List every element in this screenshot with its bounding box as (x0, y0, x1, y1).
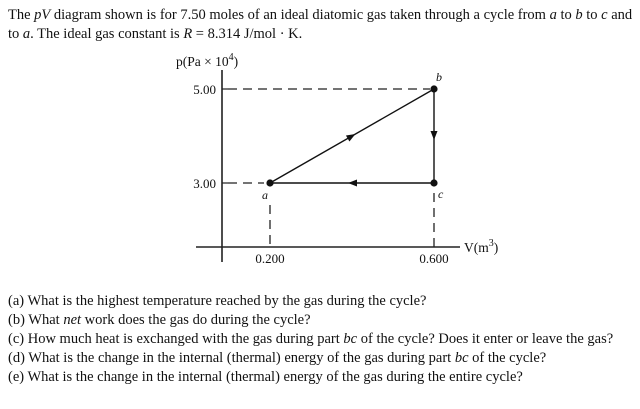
question-label: (b) (8, 312, 29, 328)
point-a (266, 179, 273, 186)
question-c (8, 330, 636, 349)
cycle-path (270, 89, 438, 187)
y-tick-label: 3.00 (193, 176, 216, 191)
question-text: of the cycle? Does it enter or leave the gas? (357, 331, 614, 347)
arrow-bc (431, 131, 438, 140)
point-label-c: c (438, 187, 444, 201)
question-text: bc (343, 331, 358, 347)
question-b (8, 311, 636, 330)
point-label-b: b (436, 70, 442, 84)
dashed-guides (228, 89, 434, 247)
question-text: What is the change in the internal (thermal) energy of the gas during part (28, 350, 455, 366)
x-tick-label: 0.200 (255, 251, 285, 266)
question-text: What (28, 312, 64, 328)
point-c (430, 179, 437, 186)
question-text: What is the highest temperature reached by the gas during the cycle? (27, 293, 427, 309)
question-a (8, 292, 636, 311)
problem-intro: The pV diagram shown is for 7.50 moles of an ideal diatomic gas taken through a cycle from a to b to c and to a. The ideal gas constant is R = 8.314 J/mol · K. (8, 7, 633, 42)
question-label: (c) (8, 331, 28, 347)
arrow-ab (346, 134, 356, 142)
question-text: work does the gas do during the cycle? (81, 312, 311, 328)
question-text: net (63, 312, 82, 328)
axes (196, 70, 460, 262)
y-axis-title: $p(Pa \times 10^4)$ (176, 52, 239, 69)
x-tick-label: 0.600 (419, 251, 449, 266)
point-label-a: a (262, 188, 268, 202)
y-tick-label: 5.00 (193, 82, 216, 97)
x-axis-title: $V(m^3)$ (464, 238, 499, 255)
point-b (430, 85, 437, 92)
question-text: bc (454, 350, 469, 366)
question-list (8, 292, 636, 387)
question-d (8, 349, 636, 368)
question-text: of the cycle? (468, 350, 547, 366)
question-e (8, 368, 636, 387)
question-label: (d) (8, 350, 29, 366)
question-text: What is the change in the internal (thermal) energy of the gas during the entire cycle? (27, 369, 523, 385)
question-text: How much heat is exchanged with the gas during part (27, 331, 344, 347)
question-label: (e) (8, 369, 28, 385)
question-label: (a) (8, 293, 28, 309)
arrow-ca (348, 180, 357, 187)
axis-labels (176, 52, 498, 266)
